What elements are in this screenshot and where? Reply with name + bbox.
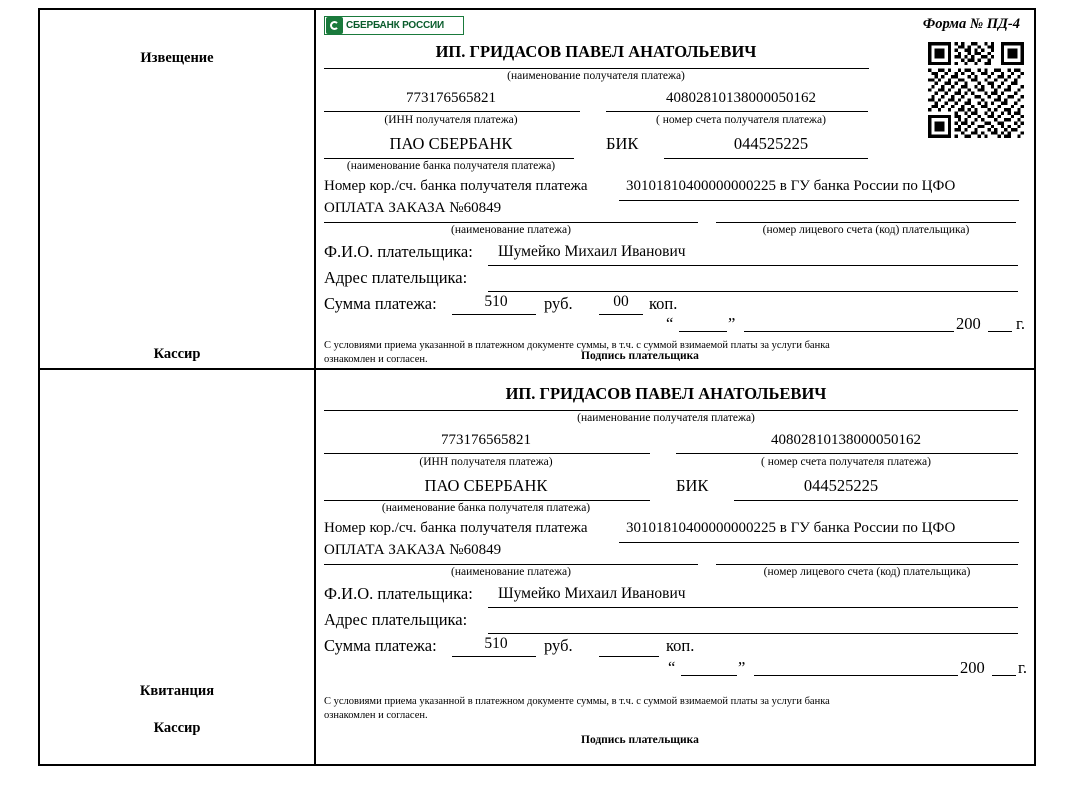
- corr-label-top: Номер кор./сч. банка получателя платежа: [324, 178, 588, 194]
- payer-address-label-bottom: Адрес плательщика:: [324, 610, 468, 629]
- caption-personal-account-top: (номер лицевого счета (код) плательщика): [762, 224, 970, 236]
- recipient-name-underline-bottom: [324, 410, 1018, 411]
- caption-payment-name-top: (наименование платежа): [451, 224, 571, 236]
- inn-value-bottom: 773176565821: [441, 432, 531, 448]
- year-suffix-top: г.: [1016, 314, 1026, 333]
- payment-name-underline-bottom: [324, 564, 698, 565]
- label-cashier-top: Кассир: [153, 346, 201, 362]
- date-month-underline-bottom: [754, 675, 958, 676]
- kop-underline-top: [599, 314, 643, 315]
- notice-section: [40, 10, 1034, 370]
- label-notice: Извещение: [140, 50, 214, 66]
- caption-inn-bottom: (ИНН получателя платежа): [419, 456, 553, 468]
- signature-label-bottom: Подпись плательщика: [581, 734, 699, 746]
- notice-left-column: [40, 10, 316, 368]
- payer-address-underline-bottom: [488, 633, 1018, 634]
- personal-account-underline-bottom: [716, 564, 1018, 565]
- receipt-left-column: [40, 370, 316, 764]
- bik-label-top: БИК: [606, 134, 639, 153]
- sum-value-top: 510: [484, 293, 508, 310]
- corr-underline-top: [619, 200, 1019, 201]
- kop-underline-bottom: [599, 656, 659, 657]
- caption-payment-name-bottom: (наименование платежа): [451, 566, 571, 578]
- agreement-line2-top: ознакомлен и согласен.: [324, 354, 428, 365]
- bank-name-underline-top: [324, 158, 574, 159]
- personal-account-underline-top: [716, 222, 1016, 223]
- agreement-line1-bottom: С условиями приема указанной в платежном документе суммы, в т.ч. с суммой взимаемой платы за услуги банка: [324, 696, 830, 707]
- payer-fio-value-bottom: Шумейко Михаил Иванович: [498, 585, 686, 602]
- payment-name-bottom: ОПЛАТА ЗАКАЗА №60849: [324, 542, 502, 558]
- sberbank-mark-icon: [326, 17, 343, 34]
- recipient-name-bottom: ИП. ГРИДАСОВ ПАВЕЛ АНАТОЛЬЕВИЧ: [505, 384, 827, 403]
- sberbank-logo: [324, 16, 464, 35]
- form-number: Форма № ПД-4: [922, 16, 1020, 32]
- caption-account-top: ( номер счета получателя платежа): [656, 114, 826, 126]
- bik-label-bottom: БИК: [676, 476, 709, 495]
- sum-value-bottom: 510: [484, 635, 508, 652]
- account-underline-bottom: [676, 453, 1018, 454]
- caption-inn-top: (ИНН получателя платежа): [384, 114, 518, 126]
- payment-name-top: ОПЛАТА ЗАКАЗА №60849: [324, 200, 502, 216]
- year-prefix-bottom: 200: [960, 658, 985, 677]
- payment-form-document: [38, 8, 1036, 766]
- caption-bank-name-top: (наименование банка получателя платежа): [346, 160, 556, 172]
- payer-fio-value-top: Шумейко Михаил Иванович: [498, 243, 686, 260]
- recipient-name-top: ИП. ГРИДАСОВ ПАВЕЛ АНАТОЛЬЕВИЧ: [435, 42, 757, 61]
- payment-name-underline-top: [324, 222, 698, 223]
- date-quote-close-bottom: ”: [738, 658, 746, 677]
- account-value-bottom: 40802810138000050162: [771, 432, 921, 448]
- sberbank-logo-text: СБЕРБАНК РОССИИ: [346, 20, 445, 31]
- bank-name-underline-bottom: [324, 500, 650, 501]
- bik-value-bottom: 044525225: [803, 476, 879, 495]
- corr-underline-bottom: [619, 542, 1019, 543]
- caption-personal-account-bottom: (номер лицевого счета (код) плательщика): [763, 566, 971, 578]
- rub-label-top: руб.: [544, 294, 573, 313]
- kop-label-top: коп.: [649, 294, 678, 313]
- payer-fio-underline-top: [488, 265, 1018, 266]
- date-month-underline-top: [744, 331, 954, 332]
- inn-underline-top: [324, 111, 580, 112]
- bik-underline-top: [664, 158, 868, 159]
- notice-right-column: [316, 10, 1034, 368]
- label-cashier-bottom: Кассир: [153, 720, 201, 736]
- account-value-top: 40802810138000050162: [666, 90, 816, 106]
- bank-name-bottom: ПАО СБЕРБАНК: [424, 476, 548, 495]
- caption-bank-name-bottom: (наименование банка получателя платежа): [381, 502, 591, 514]
- caption-recipient-name-bottom: (наименование получателя платежа): [577, 412, 755, 424]
- kop-label-bottom: коп.: [666, 636, 695, 655]
- payer-fio-label-bottom: Ф.И.О. плательщика:: [324, 584, 473, 603]
- year-suffix-bottom: г.: [1018, 658, 1028, 677]
- sum-underline-bottom: [452, 656, 536, 657]
- date-quote-close-top: ”: [728, 314, 736, 333]
- recipient-name-underline-top: [324, 68, 869, 69]
- sum-label-top: Сумма платежа:: [324, 294, 437, 313]
- corr-value-bottom: 30101810400000000225 в ГУ банка России по ЦФО: [626, 520, 956, 536]
- payer-address-label-top: Адрес плательщика:: [324, 268, 468, 287]
- sum-underline-top: [452, 314, 536, 315]
- account-underline-top: [606, 111, 868, 112]
- bik-underline-bottom: [734, 500, 1018, 501]
- label-receipt: Квитанция: [139, 683, 215, 699]
- payer-fio-label-top: Ф.И.О. плательщика:: [324, 242, 473, 261]
- qr-code-icon: [928, 42, 1024, 138]
- agreement-line2-bottom: ознакомлен и согласен.: [324, 710, 428, 721]
- rub-label-bottom: руб.: [544, 636, 573, 655]
- year-underline-top: [988, 331, 1012, 332]
- date-day-underline-bottom: [681, 675, 737, 676]
- inn-underline-bottom: [324, 453, 650, 454]
- bank-name-top: ПАО СБЕРБАНК: [389, 134, 513, 153]
- date-quote-open-bottom: “: [668, 658, 676, 677]
- year-underline-bottom: [992, 675, 1016, 676]
- kop-value-top: 00: [613, 293, 629, 310]
- agreement-line1-top: С условиями приема указанной в платежном документе суммы, в т.ч. с суммой взимаемой платы за услуги банка: [324, 340, 830, 351]
- sum-label-bottom: Сумма платежа:: [324, 636, 437, 655]
- corr-value-top: 30101810400000000225 в ГУ банка России по ЦФО: [626, 178, 956, 194]
- date-quote-open-top: “: [666, 314, 674, 333]
- signature-label-top: Подпись плательщика: [581, 350, 699, 362]
- payer-address-underline-top: [488, 291, 1018, 292]
- caption-account-bottom: ( номер счета получателя платежа): [761, 456, 931, 468]
- payer-fio-underline-bottom: [488, 607, 1018, 608]
- corr-label-bottom: Номер кор./сч. банка получателя платежа: [324, 520, 588, 536]
- receipt-right-column: [316, 370, 1034, 764]
- receipt-section: [40, 370, 1034, 764]
- date-day-underline-top: [679, 331, 727, 332]
- caption-recipient-name-top: (наименование получателя платежа): [507, 70, 685, 82]
- year-prefix-top: 200: [956, 314, 981, 333]
- bik-value-top: 044525225: [733, 134, 809, 153]
- inn-value-top: 773176565821: [406, 90, 496, 106]
